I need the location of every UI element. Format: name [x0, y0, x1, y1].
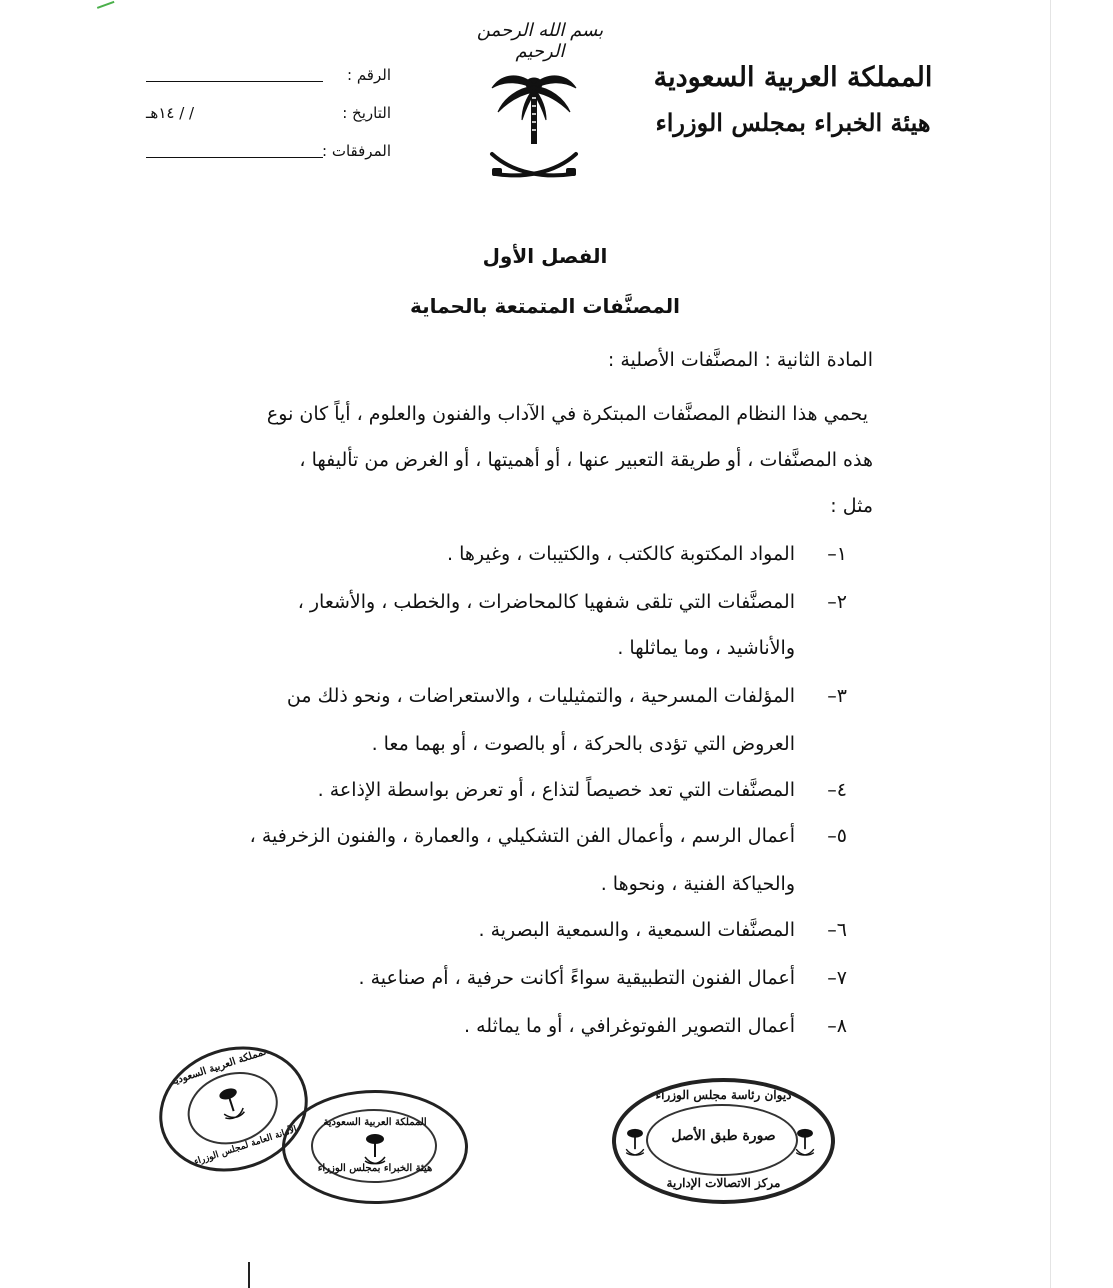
- palm-and-swords-emblem-icon: [486, 62, 582, 190]
- item-number: ٢–: [827, 591, 847, 613]
- true-copy-text: صورة طبق الأصل: [671, 1128, 776, 1144]
- attachments-field: [146, 142, 391, 168]
- article-title: المادة الثانية : المصنَّفات الأصلية :: [607, 349, 873, 371]
- corner-mark: [96, 0, 115, 9]
- intro-line-2: هذه المصنَّفات ، أو طريقة التعبير عنها ، أو أهميتها ، أو الغرض من تأليفها ،: [299, 449, 873, 471]
- intro-line-1: يحمي هذا النظام المصنَّفات المبتكرة في الآداب والفنون والعلوم ، أياً كان نوع: [266, 403, 868, 425]
- official-stamp-general-secretariat: المملكة العربية السعودية الأمانة العامة لمجلس الوزراء: [143, 1028, 324, 1191]
- basmala: بسم الله الرحمن الرحيم: [476, 20, 604, 62]
- list-item-continuation: العروض التي تؤدى بالحركة ، أو بالصوت ، أو بهما معا .: [371, 733, 795, 755]
- item-number: ٨–: [827, 1015, 847, 1037]
- item-number: ١–: [827, 543, 847, 565]
- date-field: [146, 104, 391, 130]
- attachments-label: المرفقات :: [322, 142, 391, 160]
- list-item: أعمال الفنون التطبيقية سواءً أكانت حرفية ، أم صناعية .: [358, 967, 795, 989]
- list-item: المواد المكتوبة كالكتب ، والكتيبات ، وغيرها .: [446, 543, 795, 565]
- list-item: المؤلفات المسرحية ، والتمثيليات ، والاستعراضات ، ونحو ذلك من: [286, 685, 795, 707]
- reference-rule: [146, 81, 323, 82]
- item-number: ٦–: [827, 919, 847, 941]
- intro-line-3: مثل :: [830, 495, 873, 517]
- list-item: المصنَّفات التي تلقى شفهيا كالمحاضرات ، والخطب ، والأشعار ،: [297, 591, 795, 613]
- official-stamp-bureau-of-experts: المملكة العربية السعودية هيئة الخبراء بمجلس الوزراء: [282, 1090, 468, 1204]
- chapter-subtitle: المصنَّفات المتمتعة بالحماية: [410, 294, 680, 318]
- org-name-line-2: هيئة الخبراء بمجلس الوزراء: [655, 108, 931, 137]
- scan-edge-line: [1050, 0, 1051, 1288]
- list-item: المصنَّفات التي تعد خصيصاً لتذاع ، أو تعرض بواسطة الإذاعة .: [317, 779, 795, 801]
- reference-label: الرقم :: [347, 66, 391, 84]
- item-number: ٧–: [827, 967, 847, 989]
- chapter-title: الفصل الأول: [482, 244, 608, 268]
- item-number: ٤–: [827, 779, 847, 801]
- list-item: المصنَّفات السمعية ، والسمعية البصرية .: [478, 919, 795, 941]
- palm-emblem-icon: [363, 1133, 387, 1167]
- item-number: ٥–: [827, 825, 847, 847]
- org-name-line-1: المملكة العربية السعودية: [653, 62, 933, 93]
- date-value: / / ١٤هـ: [146, 104, 195, 122]
- official-stamp-true-copy: ديوان رئاسة مجلس الوزراء صورة طبق الأصل مركز الاتصالات الإدارية: [612, 1078, 835, 1204]
- list-item: أعمال التصوير الفوتوغرافي ، أو ما يماثله .: [464, 1015, 795, 1037]
- reference-number-field: [146, 66, 391, 92]
- list-item-continuation: والأناشيد ، وما يماثلها .: [617, 637, 795, 659]
- date-label: التاريخ :: [342, 104, 391, 122]
- attachments-rule: [146, 157, 323, 158]
- bottom-scan-mark: [248, 1262, 260, 1288]
- list-item: أعمال الرسم ، وأعمال الفن التشكيلي ، والعمارة ، والفنون الزخرفية ،: [249, 825, 795, 847]
- list-item-continuation: والحياكة الفنية ، ونحوها .: [600, 873, 795, 895]
- item-number: ٣–: [827, 685, 847, 707]
